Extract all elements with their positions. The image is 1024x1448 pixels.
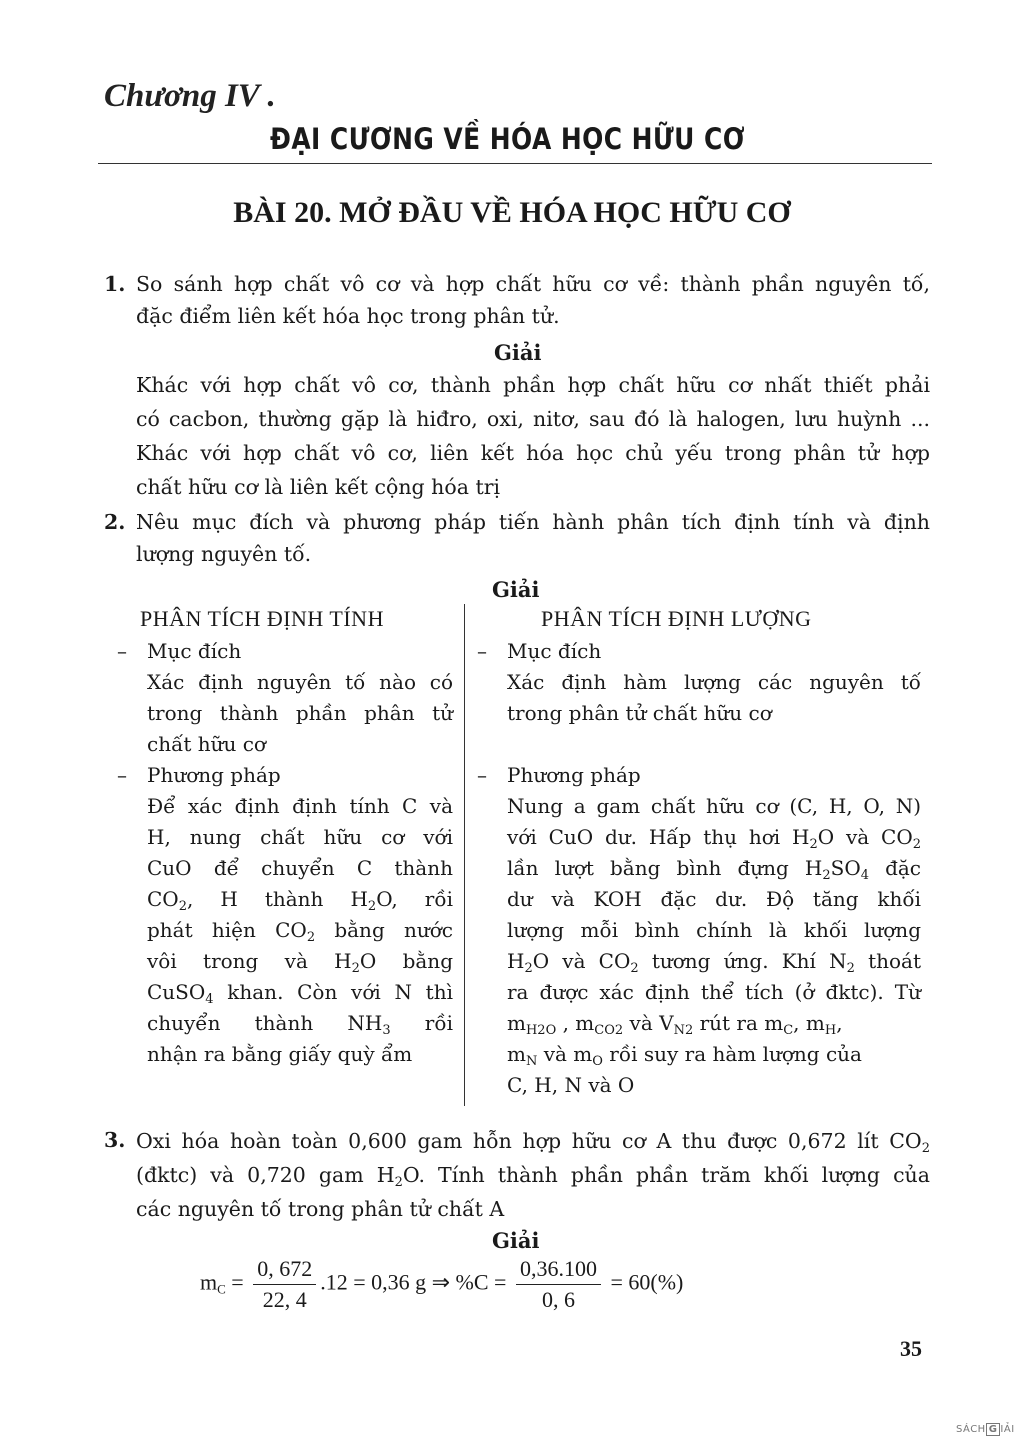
question-line: Nêu mục đích và phương pháp tiến hành phân tích định tính và định (136, 510, 930, 534)
publisher-logo: SÁCH G IẢI (956, 1424, 1015, 1435)
text-line: với CuO dư. Hấp thụ hơi $H_2O$ và $CO_2$ (507, 825, 921, 852)
answer-heading: Giải (492, 1228, 540, 1253)
answer-heading: Giải (492, 577, 540, 602)
question-2 (136, 506, 930, 570)
answer-heading: Giải (494, 340, 542, 365)
text-line: trong thành phần phân tử (147, 701, 453, 725)
dash: – (117, 639, 127, 663)
text-line: vôi trong và $H_2O$ bằng (147, 949, 453, 976)
question-number: 3. (104, 1128, 126, 1152)
text-line: chuyển thành $NH_3$ rồi (147, 1011, 453, 1038)
carbon-formula: $m_C$ = $\frac{0, 672}{22, 4}$ .12 = 0,36 g ⇒ %C = $\frac{0,36.100}{0, 6}$ = 60(%) (200, 1256, 684, 1312)
quantitative-column (477, 636, 921, 1101)
method-label: Phương pháp (147, 763, 281, 787)
answer-line: Khác với hợp chất vô cơ, liên kết hóa học chủ yếu trong phân tử hợp (136, 441, 930, 465)
dash: – (477, 763, 487, 787)
chapter-title: ĐẠI CƯƠNG VỀ HÓA HỌC HỮU CƠ (270, 122, 745, 156)
text-line: $m_N$ và $m_O$ rồi suy ra hàm lượng của (507, 1042, 862, 1069)
quantitative-heading: PHÂN TÍCH ĐỊNH LƯỢNG (541, 606, 812, 631)
text-line: chất hữu cơ (147, 732, 266, 756)
question-line: Oxi hóa hoàn toàn 0,600 gam hỗn hợp hữu cơ A thu được 0,672 lít $CO_2$ (136, 1129, 930, 1156)
answer-line: có cacbon, thường gặp là hiđro, oxi, nitơ, sau đó là halogen, lưu huỳnh ... (136, 407, 930, 431)
answer-1 (136, 368, 930, 504)
text-line: ra được xác định thể tích (ở đktc). Từ (507, 980, 921, 1004)
text-line: Nung a gam chất hữu cơ (C, H, O, N) (507, 794, 921, 818)
text-line: trong phân tử chất hữu cơ (507, 701, 772, 725)
question-1 (136, 268, 930, 332)
text-line: CuSO$_4$ khan. Còn với N thì (147, 980, 453, 1007)
text-line: H, nung chất hữu cơ với (147, 825, 453, 849)
lesson-title: BÀI 20. MỞ ĐẦU VỀ HÓA HỌC HỮU CƠ (233, 196, 791, 229)
method-label: Phương pháp (507, 763, 641, 787)
chapter-label: Chương IV . (104, 78, 276, 114)
page-number: 35 (900, 1336, 922, 1361)
qualitative-column (117, 636, 453, 1070)
answer-line: Khác với hợp chất vô cơ, thành phần hợp chất hữu cơ nhất thiết phải (136, 373, 930, 397)
fraction: $\frac{0, 672}{22, 4}$ (253, 1256, 316, 1313)
fraction: $\frac{0,36.100}{0, 6}$ (516, 1256, 601, 1313)
text-line: lần lượt bằng bình đựng $H_2SO_4$ đặc (507, 856, 921, 883)
qualitative-heading: PHÂN TÍCH ĐỊNH TÍNH (140, 606, 384, 631)
text-line: Để xác định định tính C và (147, 794, 453, 818)
text-line: C, H, N và O (507, 1073, 635, 1097)
text-line: nhận ra bằng giấy quỳ ẩm (147, 1042, 413, 1066)
question-3 (136, 1124, 930, 1226)
text-line: CuO để chuyển C thành (147, 856, 453, 880)
question-line: (đktc) và 0,720 gam $H_2O$. Tính thành phần phần trăm khối lượng của (136, 1163, 930, 1190)
text-line: $CO_2$, H thành $H_2O$, rồi (147, 887, 453, 914)
question-line: đặc điểm liên kết hóa học trong phân tử. (136, 304, 560, 328)
column-divider (464, 604, 465, 1106)
text-line: Xác định hàm lượng các nguyên tố (507, 670, 921, 694)
text-line: Xác định nguyên tố nào có (147, 670, 453, 694)
text-line: dư và KOH đặc dư. Độ tăng khối (507, 887, 921, 911)
question-line: lượng nguyên tố. (136, 542, 312, 566)
text-line: $H_2O$ và $CO_2$ tương ứng. Khí $N_2$ thoát (507, 949, 921, 976)
answer-line: chất hữu cơ là liên kết cộng hóa trị (136, 475, 501, 499)
dash: – (477, 639, 487, 663)
question-line: So sánh hợp chất vô cơ và hợp chất hữu cơ về: thành phần nguyên tố, (136, 272, 930, 296)
question-number: 1. (104, 272, 126, 296)
dash: – (117, 763, 127, 787)
purpose-label: Mục đích (507, 639, 602, 663)
header-divider (98, 163, 932, 164)
text-line: phát hiện $CO_2$ bằng nước (147, 918, 453, 945)
question-line: các nguyên tố trong phân tử chất A (136, 1197, 505, 1221)
text-line: $m_{H2O}$ , $m_{CO2}$ và $V_{N2}$ rút ra $m_C$, $m_H$, (507, 1011, 843, 1038)
purpose-label: Mục đích (147, 639, 242, 663)
question-number: 2. (104, 510, 126, 534)
text-line: lượng mỗi bình chính là khối lượng (507, 918, 921, 942)
